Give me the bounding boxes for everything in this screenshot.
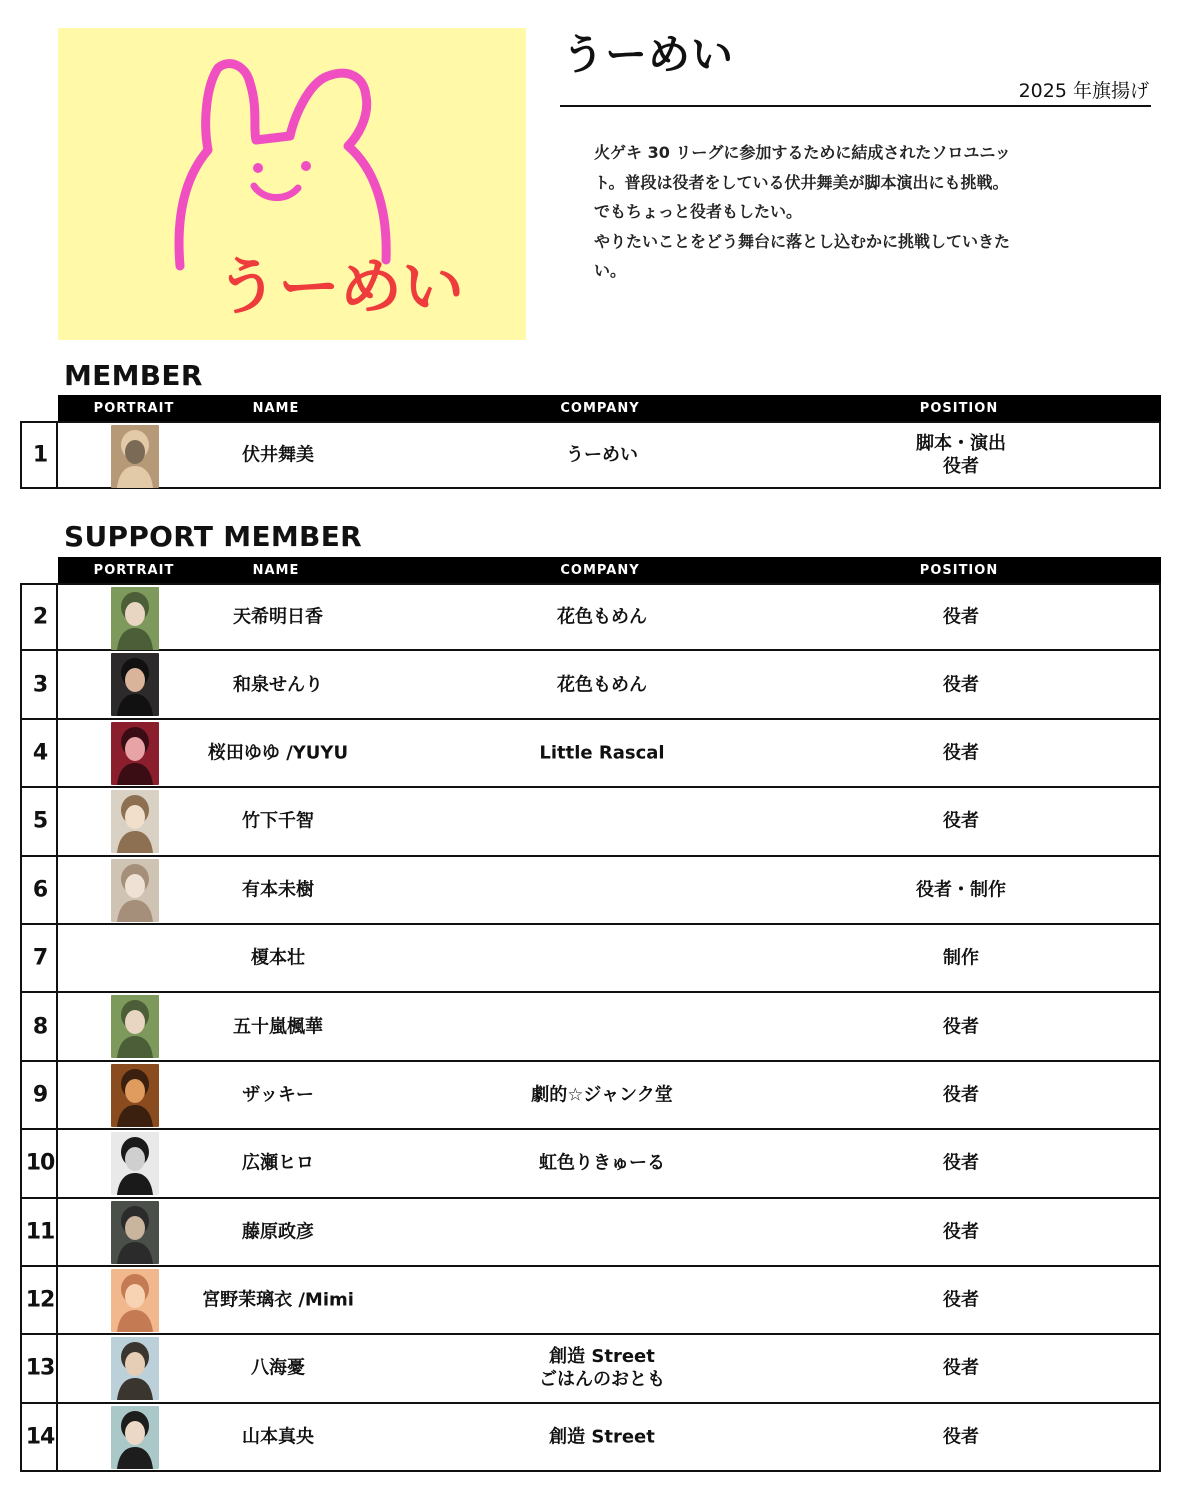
- row-number-cell: [22, 1062, 58, 1128]
- member-company: [557, 606, 647, 629]
- description-line: 火ゲキ 30 リーグに参加するために結成されたソロユニッ: [594, 143, 1011, 162]
- member-company: [539, 741, 664, 764]
- portrait-photo: [111, 995, 159, 1058]
- member-name: 広瀬ヒロ: [242, 1152, 314, 1174]
- position-line: 脚本・演出: [916, 433, 1006, 455]
- company-line: 劇的☆ジャンク堂: [531, 1084, 673, 1106]
- row-number-cell: [22, 993, 58, 1059]
- member-name: 桜田ゆゆ /YUYU: [207, 742, 349, 764]
- position-line: 役者: [943, 456, 979, 478]
- row-number: 6: [32, 877, 48, 903]
- row-number: 5: [32, 808, 48, 834]
- member-company: [539, 1345, 665, 1391]
- position-line: 役者: [943, 674, 979, 696]
- member-position: [943, 1152, 979, 1175]
- unit-logo: [58, 28, 526, 340]
- table-row: [20, 651, 1161, 719]
- member-position: [943, 1357, 979, 1380]
- company-line: 創造 Street: [549, 1426, 655, 1448]
- member-name: 伏井舞美: [242, 444, 314, 466]
- row-number-cell: [22, 1267, 58, 1333]
- member-company: [531, 1083, 672, 1106]
- row-number-cell: [22, 1404, 58, 1470]
- col-company: COMPANY: [560, 401, 640, 416]
- member-position: [943, 1425, 979, 1448]
- member-name: 和泉せんり: [233, 674, 323, 696]
- member-name: 天希明日香: [233, 606, 323, 628]
- col-portrait: PORTRAIT: [93, 563, 175, 578]
- member-name: 山本真央: [242, 1426, 314, 1448]
- member-heading: MEMBER: [64, 359, 203, 392]
- company-line: 創造 Street: [549, 1346, 655, 1368]
- position-line: 役者・制作: [916, 879, 1006, 901]
- position-line: 役者: [943, 1426, 979, 1448]
- company-line: 花色もめん: [557, 606, 647, 628]
- row-number: 10: [25, 1150, 55, 1176]
- col-company: COMPANY: [560, 563, 640, 578]
- position-line: 役者: [943, 1357, 979, 1379]
- description-line: でもちょっと役者もしたい。: [594, 202, 803, 221]
- position-line: 役者: [943, 1221, 979, 1243]
- member-position: [943, 1289, 979, 1312]
- member-position: [943, 741, 979, 764]
- member-company: [557, 673, 647, 696]
- description-line: ト。普段は役者をしている伏井舞美が脚本演出にも挑戦。: [594, 172, 1009, 192]
- col-position: POSITION: [919, 401, 999, 416]
- member-position: [943, 810, 979, 833]
- position-line: 役者: [943, 1016, 979, 1038]
- member-company: [539, 1152, 665, 1175]
- portrait-photo: [111, 587, 159, 650]
- table-row: [20, 1267, 1161, 1335]
- row-number: 11: [25, 1219, 55, 1245]
- portrait-photo: [111, 859, 159, 922]
- description-line: やりたいことをどう舞台に落とし込むかに挑戦していきた: [594, 231, 1011, 251]
- company-line: 虹色りきゅーる: [539, 1152, 665, 1174]
- member-name: 宮野茉璃衣 /Mimi: [202, 1289, 354, 1311]
- member-position: [943, 947, 979, 970]
- row-number: 8: [32, 1014, 48, 1040]
- member-position: [916, 878, 1006, 901]
- table-row: [20, 583, 1161, 651]
- member-company: [566, 444, 638, 467]
- col-portrait: PORTRAIT: [93, 401, 175, 416]
- company-line: Little Rascal: [539, 742, 665, 764]
- portrait-photo: [111, 1406, 159, 1469]
- row-number-cell: [22, 651, 58, 717]
- table-row: [20, 720, 1161, 788]
- table-row: [20, 1335, 1161, 1403]
- portrait-photo: [111, 653, 159, 716]
- row-number: 12: [25, 1287, 55, 1313]
- company-line: ごはんのおとも: [539, 1369, 665, 1391]
- table-row: [20, 925, 1161, 993]
- member-position: [916, 432, 1006, 478]
- row-number-cell: [22, 925, 58, 991]
- member-table: [20, 421, 1161, 489]
- member-name: 五十嵐楓華: [233, 1016, 323, 1038]
- position-line: 役者: [943, 1152, 979, 1174]
- row-number: 1: [32, 442, 48, 468]
- support-table-header: [58, 557, 1161, 585]
- company-line: 花色もめん: [557, 674, 647, 696]
- portrait-photo: [111, 1064, 159, 1127]
- position-line: 役者: [943, 606, 979, 628]
- table-row: [20, 421, 1161, 489]
- founded-year: 2025 年旗揚げ: [1018, 80, 1149, 102]
- position-line: 役者: [943, 1289, 979, 1311]
- member-position: [943, 1015, 979, 1038]
- portrait-photo: [111, 1132, 159, 1195]
- table-row: [20, 1404, 1161, 1472]
- rabbit-logo-icon: [58, 28, 526, 340]
- description-line: い。: [594, 261, 627, 280]
- row-number-cell: [22, 1335, 58, 1401]
- row-number-cell: [22, 788, 58, 854]
- unit-title: うーめい: [562, 30, 735, 79]
- member-position: [943, 1220, 979, 1243]
- col-name: NAME: [252, 401, 300, 416]
- portrait-photo: [111, 790, 159, 853]
- title-divider: [560, 105, 1151, 107]
- member-name: ザッキー: [242, 1084, 314, 1106]
- row-number-cell: [22, 720, 58, 786]
- member-position: [943, 606, 979, 629]
- row-number: 4: [32, 740, 48, 766]
- unit-description: [594, 138, 1094, 286]
- row-number-cell: [22, 423, 58, 487]
- logo-text: うーめい: [216, 250, 465, 323]
- member-position: [943, 673, 979, 696]
- portrait-photo: [111, 1201, 159, 1264]
- position-line: 役者: [943, 810, 979, 832]
- member-name: 八海憂: [251, 1357, 305, 1379]
- portrait-photo: [111, 722, 159, 785]
- row-number-cell: [22, 857, 58, 923]
- support-member-table: [20, 583, 1161, 1472]
- portrait-photo: [111, 1269, 159, 1332]
- position-line: 役者: [943, 742, 979, 764]
- row-number: 13: [25, 1355, 55, 1381]
- position-line: 役者: [943, 1084, 979, 1106]
- row-number: 9: [32, 1082, 48, 1108]
- position-line: 制作: [943, 947, 979, 969]
- table-row: [20, 1062, 1161, 1130]
- col-name: NAME: [252, 563, 300, 578]
- member-company: [549, 1425, 655, 1448]
- row-number: 14: [25, 1424, 55, 1450]
- col-position: POSITION: [919, 563, 999, 578]
- table-row: [20, 788, 1161, 856]
- member-name: 有本未樹: [242, 879, 314, 901]
- member-table-header: [58, 395, 1161, 423]
- portrait-photo: [111, 1337, 159, 1400]
- table-row: [20, 1130, 1161, 1198]
- support-member-heading: SUPPORT MEMBER: [64, 520, 362, 553]
- row-number: 3: [32, 672, 48, 698]
- company-line: うーめい: [566, 444, 638, 466]
- row-number-cell: [22, 585, 58, 649]
- row-number-cell: [22, 1199, 58, 1265]
- row-number: 2: [32, 604, 48, 630]
- portrait-photo: [111, 425, 159, 488]
- table-row: [20, 993, 1161, 1061]
- table-row: [20, 1199, 1161, 1267]
- table-row: [20, 857, 1161, 925]
- member-position: [943, 1083, 979, 1106]
- row-number-cell: [22, 1130, 58, 1196]
- member-name: 藤原政彦: [242, 1221, 314, 1243]
- member-name: 榎本壮: [251, 947, 305, 969]
- member-name: 竹下千智: [242, 810, 314, 832]
- row-number: 7: [32, 945, 48, 971]
